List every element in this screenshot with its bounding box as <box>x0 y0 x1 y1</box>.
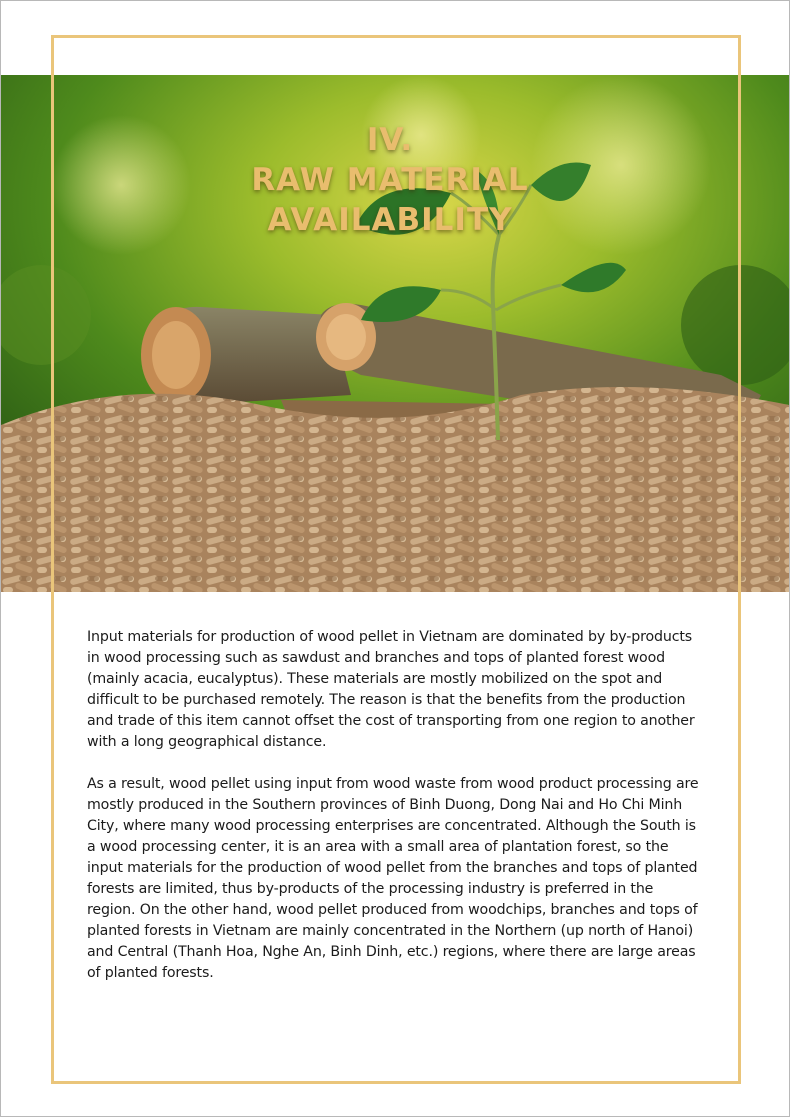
title-line-1: RAW MATERIAL <box>251 162 529 198</box>
paragraph: As a result, wood pellet using input from wood waste from wood product processing are mostly produced in the Southern provinces of Binh Duong, Dong Nai and Ho Chi Minh City, where many wood processing enterprises are concentrated. Although the South is a wood processing center, it is an area with a small area of plantation forest, so the input materials for the production of wood pellet from the branches and tops of planted forests are limited, thus by-products of the processing industry is preferred in the region. On the other hand, wood pellet produced from woodchips, branches and tops of planted forests in Vietnam are mainly concentrated in the Northern (up north of Hanoi) and Central (Thanh Hoa, Nghe An, Binh Dinh, etc.) regions, where there are large areas of planted forests. <box>87 776 699 981</box>
section-title <box>120 120 660 240</box>
title-line-2: AVAILABILITY <box>267 202 513 238</box>
paragraph: Input materials for production of wood pellet in Vietnam are dominated by by-products in wood processing such as sawdust and branches and tops of planted forest wood (mainly acacia, eucalyptus). These materials are mostly mobilized on the spot and difficult to be purchased remotely. The reason is that the benefits from the production and trade of this item cannot offset the cost of transporting from one region to another with a long geographical distance. <box>87 629 695 750</box>
section-number: IV. <box>366 122 414 158</box>
body-text <box>87 627 702 1005</box>
